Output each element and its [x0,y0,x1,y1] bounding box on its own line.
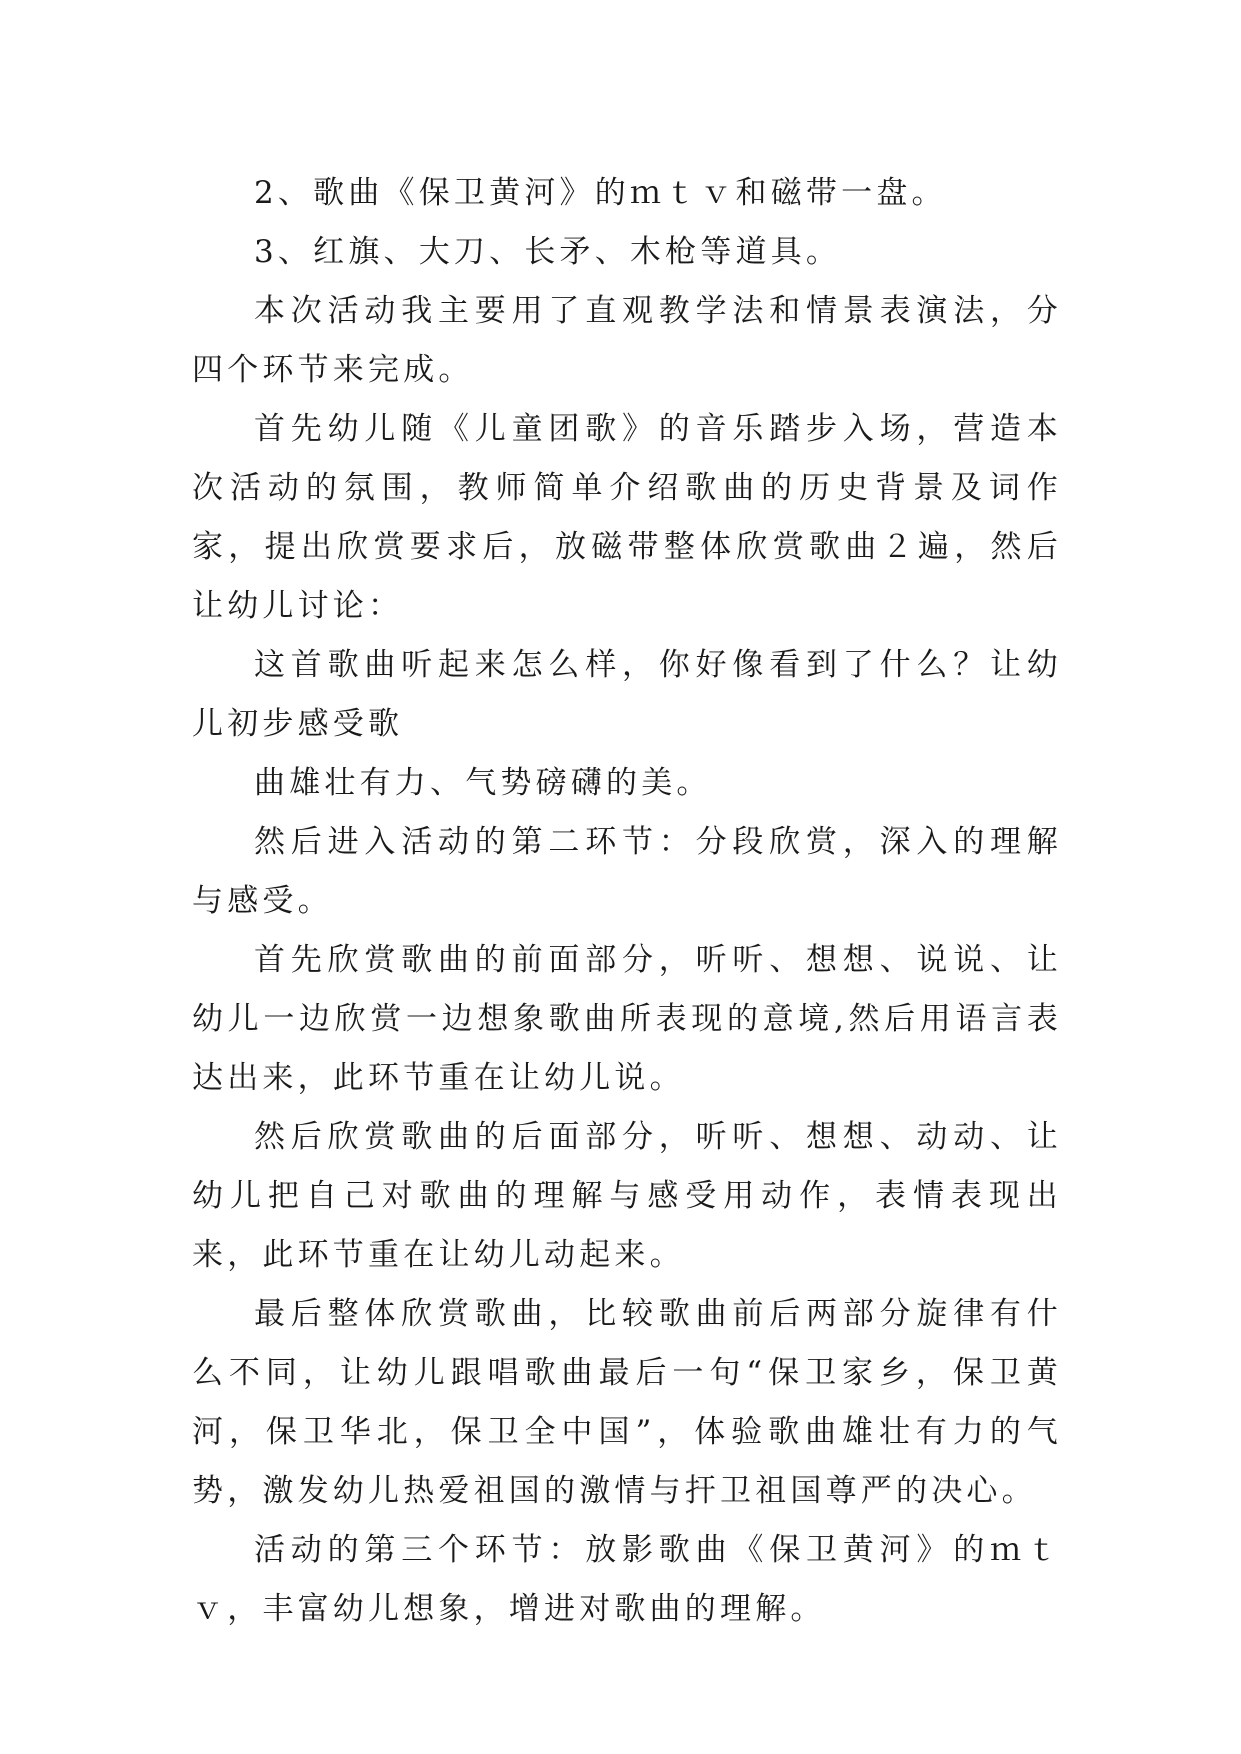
paragraph-method: 本次活动我主要用了直观教学法和情景表演法，分四个环节来完成。 [192,293,1062,388]
paragraph-materials-2: 2、歌曲《保卫黄河》的ｍｔｖ和磁带一盘。 [254,175,947,211]
paragraph-whole-song: 最后整体欣赏歌曲，比较歌曲前后两部分旋律有什么不同，让幼儿跟唱歌曲最后一句“保卫家乡，保卫黄河，保卫华北，保卫全中国”，体验歌曲雄壮有力的气势，激发幼儿热爱祖国的激情与扞卫祖国尊严的决心。 [192,1296,1062,1509]
paragraph-front-part: 首先欣赏歌曲的前面部分，听听、想想、说说、让幼儿一边欣赏一边想象歌曲所表现的意境,然后用语言表达出来，此环节重在让幼儿说。 [192,942,1062,1096]
paragraph-third-step: 活动的第三个环节：放影歌曲《保卫黄河》的ｍｔｖ，丰富幼儿想象，增进对歌曲的理解。 [192,1532,1062,1627]
paragraph-intro: 首先幼儿随《儿童团歌》的音乐踏步入场，营造本次活动的氛围，教师简单介绍歌曲的历史背景及词作家，提出欣赏要求后，放磁带整体欣赏歌曲２遍，然后让幼儿讨论： [192,411,1062,624]
paragraph-back-part: 然后欣赏歌曲的后面部分，听听、想想、动动、让幼儿把自己对歌曲的理解与感受用动作，表情表现出来，此环节重在让幼儿动起来。 [192,1119,1062,1273]
paragraph-materials-3: 3、红旗、大刀、长矛、木枪等道具。 [254,234,842,270]
paragraph-second-step: 然后进入活动的第二环节：分段欣赏，深入的理解与感受。 [192,824,1062,919]
paragraph-question-continued: 曲雄壮有力、气势磅礴的美。 [254,765,712,801]
document-body [192,164,1062,1639]
paragraph-question: 这首歌曲听起来怎么样，你好像看到了什么？让幼儿初步感受歌 [192,647,1062,742]
